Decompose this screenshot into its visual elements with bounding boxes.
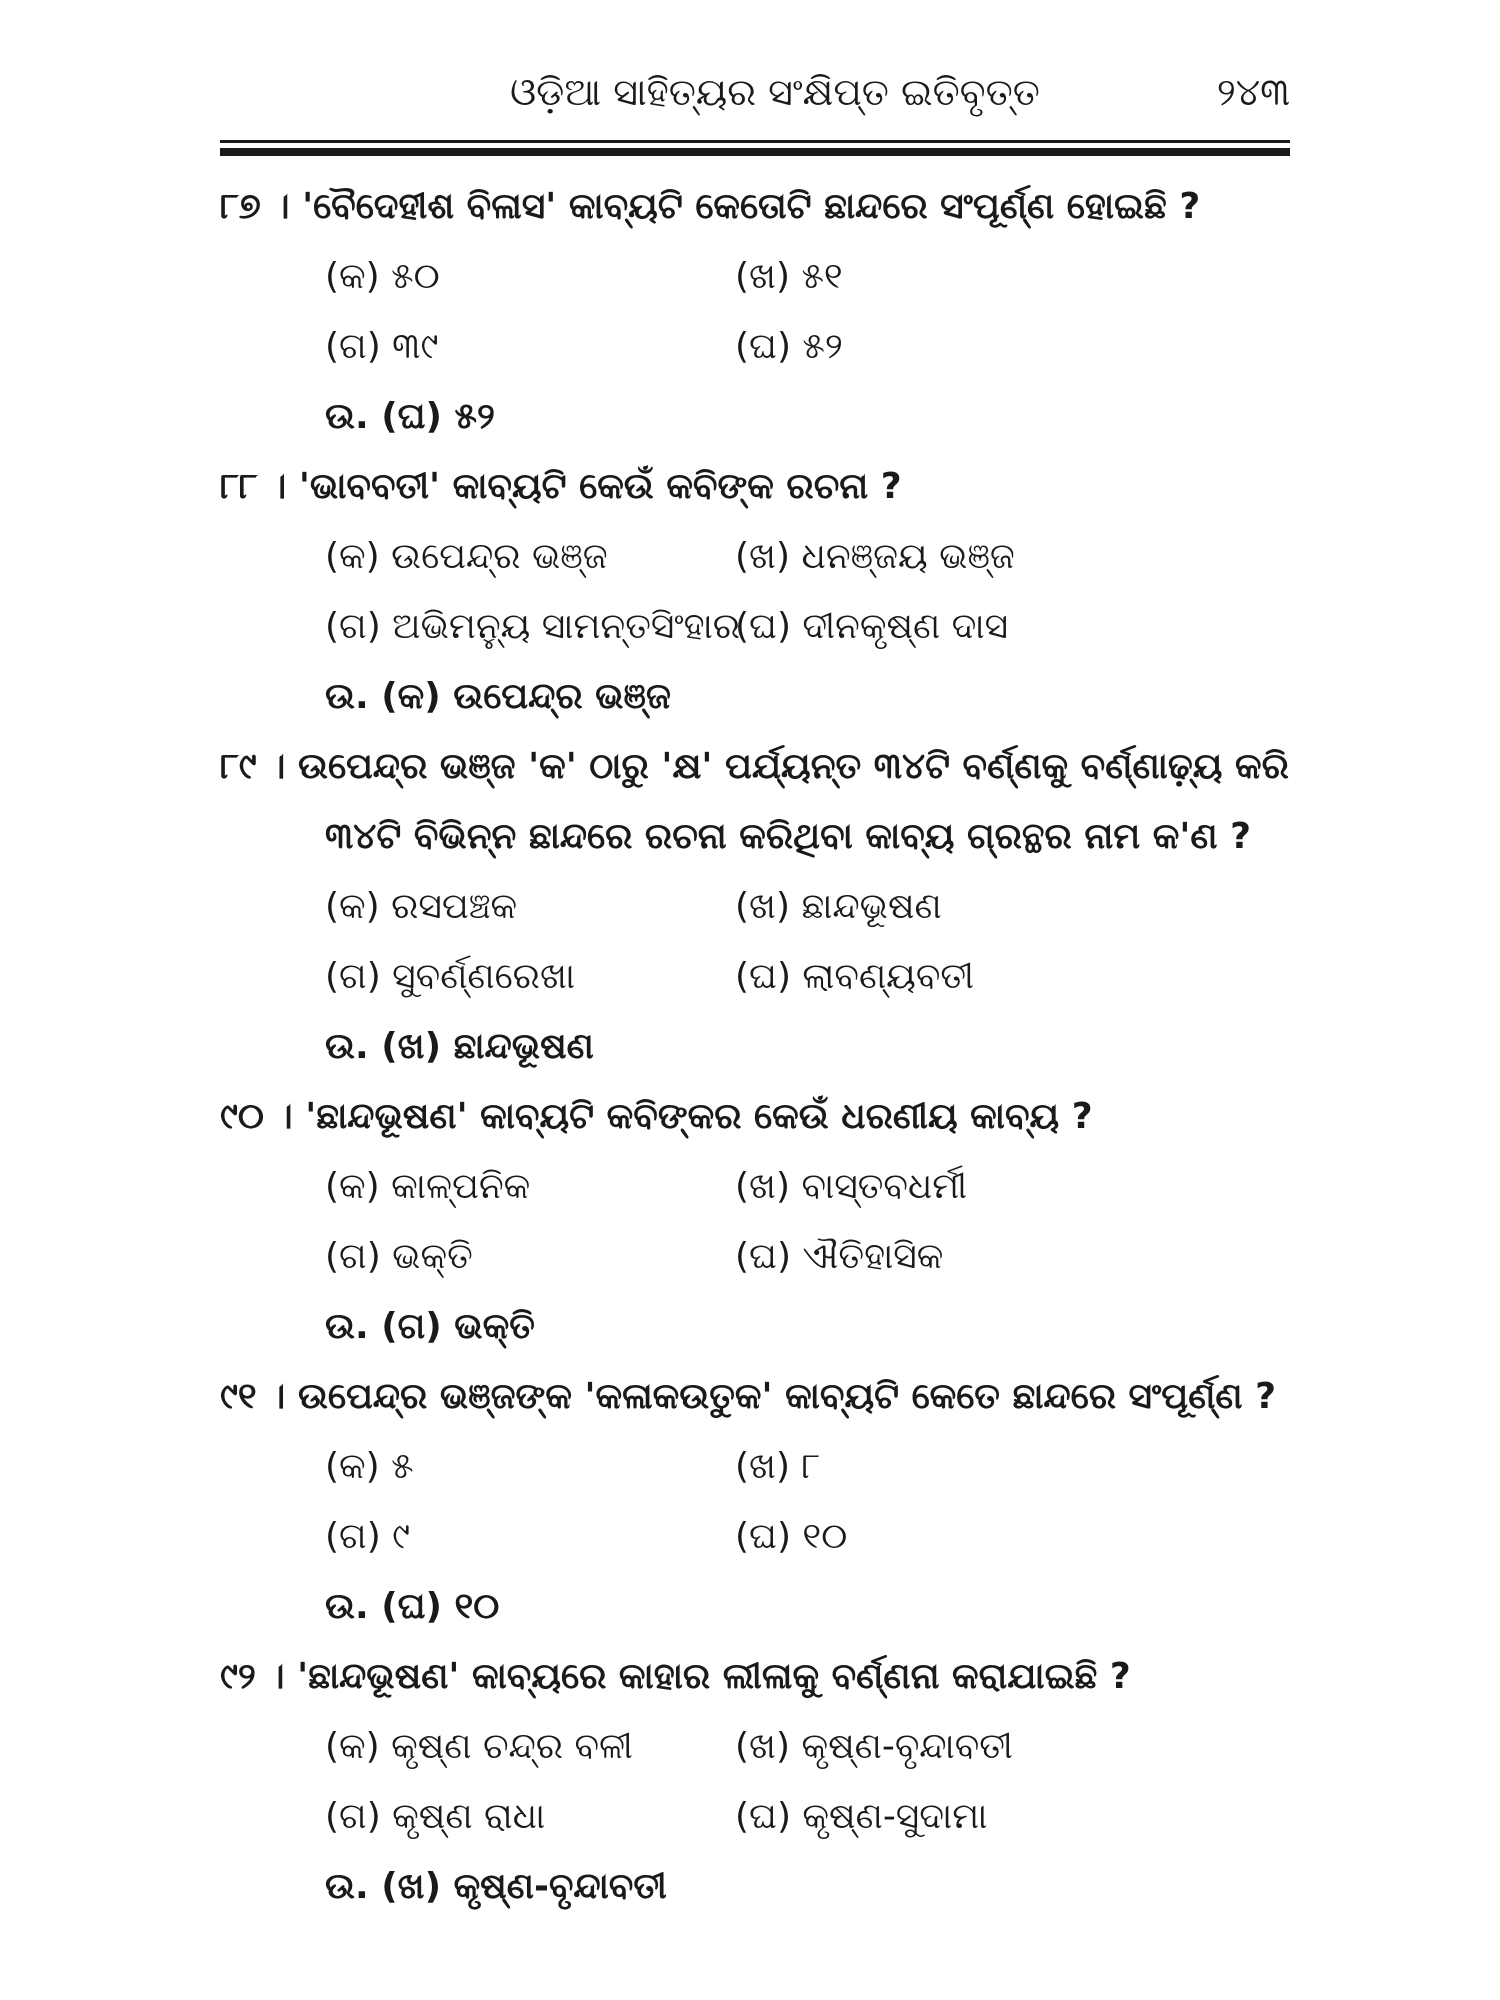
- option-ka: (କ) କୃଷ୍ଣ ଚନ୍ଦ୍ର ବଳୀ: [325, 1726, 633, 1767]
- question-88: [220, 452, 1300, 732]
- question-text: 'ଭାବବତୀ' କାବ୍ୟଟି କେଉଁ କବିଙ୍କ ରଚନା ?: [298, 466, 902, 507]
- question-89: [220, 732, 1300, 1082]
- option-kha: (ଖ) ୮: [735, 1446, 821, 1487]
- option-ga: (ଗ) ୩୯: [325, 326, 439, 367]
- option-gha: (ଘ) ୧୦: [735, 1516, 848, 1557]
- question-91: [220, 1362, 1300, 1642]
- question-number: ୯୦ ।: [220, 1096, 293, 1137]
- header-rule-thin: [220, 140, 1290, 143]
- question-number: ୯୧ ।: [220, 1376, 286, 1417]
- book-title: ଓଡ଼ିଆ ସାହିତ୍ୟର ସଂକ୍ଷିପ୍ତ ଇତିବୃତ୍ତ: [510, 70, 1040, 114]
- option-ka: (କ) ୫୦: [325, 256, 440, 297]
- question-87: [220, 172, 1300, 452]
- option-kha: (ଖ) ବାସ୍ତବଧର୍ମୀ: [735, 1166, 968, 1207]
- answer: ଉ. (କ) ଉପେନ୍ଦ୍ର ଭଞ୍ଜ: [325, 676, 671, 717]
- question-text: 'ଛାନ୍ଦଭୂଷଣ' କାବ୍ୟରେ କାହାର ଲୀଳାକୁ ବର୍ଣ୍ଣନା କରାଯାଇଛି ?: [297, 1656, 1131, 1697]
- question-number: ୮୭ ।: [220, 186, 290, 227]
- option-ga: (ଗ) ଭକ୍ତି: [325, 1236, 473, 1277]
- option-gha: (ଘ) ଦୀନକୃଷ୍ଣ ଦାସ: [735, 606, 1009, 647]
- question-92: [220, 1642, 1300, 1922]
- answer: ଉ. (ଖ) କୃଷ୍ଣ-ବୃନ୍ଦାବତୀ: [325, 1866, 667, 1907]
- option-ga: (ଗ) କୃଷ୍ଣ ରାଧା: [325, 1796, 546, 1837]
- option-gha: (ଘ) ଲାବଣ୍ୟବତୀ: [735, 956, 974, 997]
- question-text: ଉପେନ୍ଦ୍ର ଭଞ୍ଜଙ୍କ 'କଳାକଉତୁକ' କାବ୍ୟଟି କେତେ ଛାନ୍ଦରେ ସଂପୂର୍ଣ୍ଣ ?: [297, 1376, 1277, 1417]
- header-rule-thick: [220, 148, 1290, 156]
- option-kha: (ଖ) ଛାନ୍ଦଭୂଷଣ: [735, 886, 942, 927]
- option-ka: (କ) ୫: [325, 1446, 414, 1487]
- option-ga: (ଗ) ଅଭିମନ୍ୟୁ ସାମନ୍ତସିଂହାର: [325, 606, 741, 647]
- question-text-continued: ୩୪ଟି ବିଭିନ୍ନ ଛାନ୍ଦରେ ରଚନା କରିଥିବା କାବ୍ୟ ଗ୍ରନ୍ଥର ନାମ କ'ଣ ?: [325, 816, 1251, 857]
- page-header: [220, 70, 1290, 130]
- question-number: ୮୯ ।: [220, 746, 286, 787]
- question-text: 'ବୈଦେହୀଶ ବିଳାସ' କାବ୍ୟଟି କେତୋଟି ଛାନ୍ଦରେ ସଂପୂର୍ଣ୍ଣ ହୋଇଛି ?: [302, 186, 1201, 227]
- option-ka: (କ) ରସପଞ୍ଚକ: [325, 886, 518, 927]
- question-number: ୯୨ ।: [220, 1656, 285, 1697]
- page-number: ୨୪୩: [1216, 70, 1290, 114]
- question-text: ଉପେନ୍ଦ୍ର ଭଞ୍ଜ 'କ' ଠାରୁ 'କ୍ଷ' ପର୍ଯ୍ୟନ୍ତ ୩୪ଟି ବର୍ଣ୍ଣକୁ ବର୍ଣ୍ଣାଢ଼୍ୟ କରି: [297, 746, 1289, 787]
- option-ka: (କ) ଉପେନ୍ଦ୍ର ଭଞ୍ଜ: [325, 536, 608, 577]
- option-gha: (ଘ) ୫୨: [735, 326, 843, 367]
- option-ga: (ଗ) ସୁବର୍ଣ୍ଣରେଖା: [325, 956, 576, 997]
- option-gha: (ଘ) କୃଷ୍ଣ-ସୁଦାମା: [735, 1796, 988, 1837]
- option-ka: (କ) କାଳ୍ପନିକ: [325, 1166, 531, 1207]
- option-kha: (ଖ) ଧନଞ୍ଜୟ ଭଞ୍ଜ: [735, 536, 1015, 577]
- question-text: 'ଛାନ୍ଦଭୂଷଣ' କାବ୍ୟଟି କବିଙ୍କର କେଉଁ ଧରଣୀୟ କାବ୍ୟ ?: [305, 1096, 1093, 1137]
- question-list: [220, 172, 1300, 1922]
- option-kha: (ଖ) କୃଷ୍ଣ-ବୃନ୍ଦାବତୀ: [735, 1726, 1013, 1767]
- answer: ଉ. (ଘ) ୧୦: [325, 1586, 500, 1627]
- question-number: ୮୮ ।: [220, 466, 287, 507]
- answer: ଉ. (ଗ) ଭକ୍ତି: [325, 1306, 535, 1347]
- option-gha: (ଘ) ଐତିହାସିକ: [735, 1236, 944, 1277]
- option-kha: (ଖ) ୫୧: [735, 256, 843, 297]
- answer: ଉ. (ଘ) ୫୨: [325, 396, 495, 437]
- option-ga: (ଗ) ୯: [325, 1516, 411, 1557]
- question-90: [220, 1082, 1300, 1362]
- answer: ଉ. (ଖ) ଛାନ୍ଦଭୂଷଣ: [325, 1026, 594, 1067]
